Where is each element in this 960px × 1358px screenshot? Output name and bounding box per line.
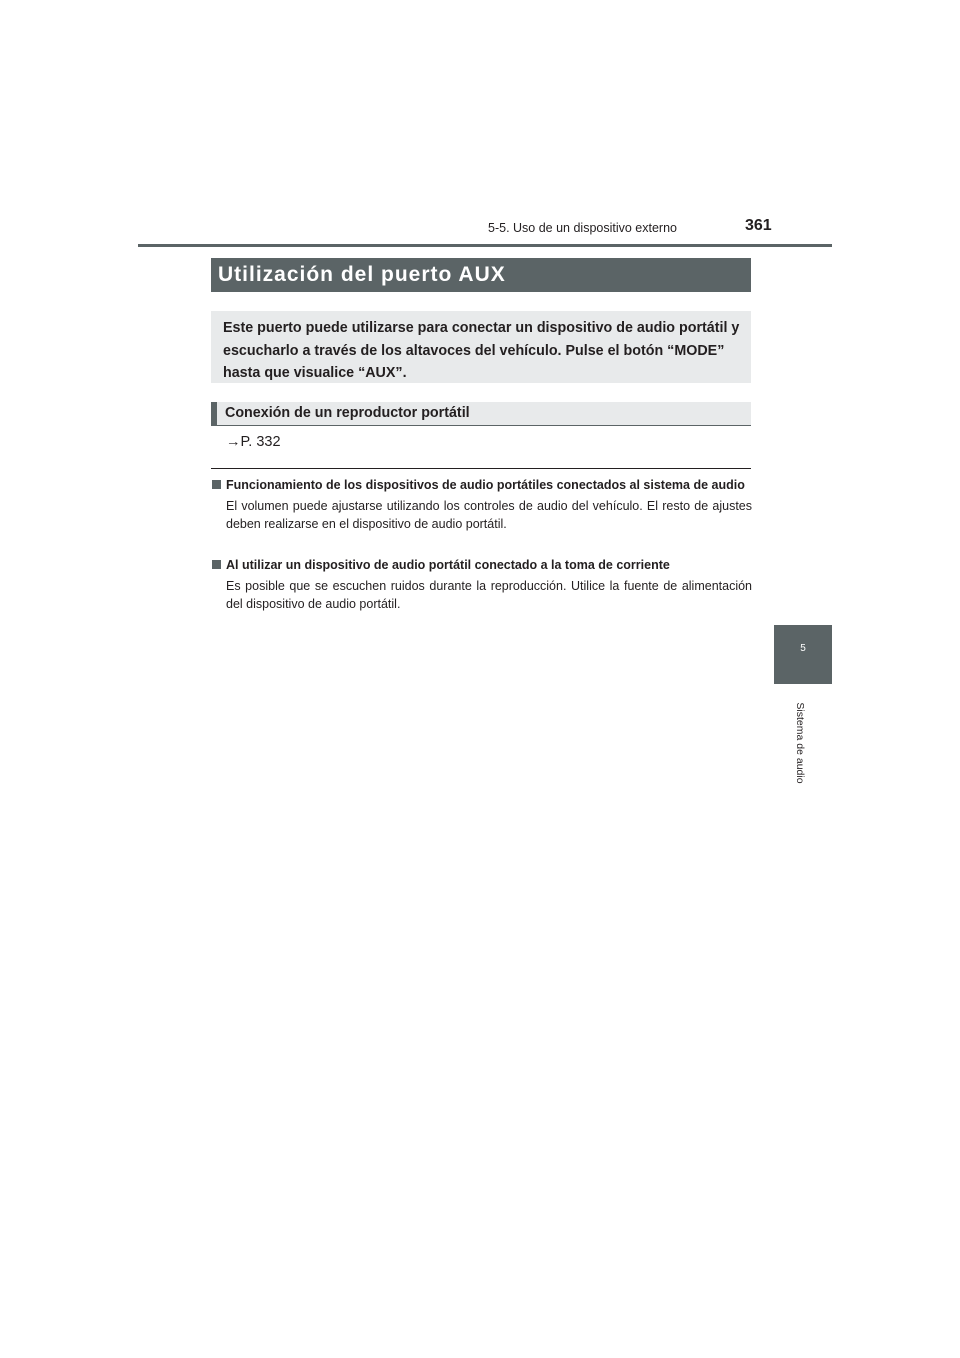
chapter-label: Sistema de audio	[794, 702, 806, 784]
subsection-title: Conexión de un reproductor portátil	[211, 402, 751, 426]
note-heading	[212, 556, 752, 575]
square-bullet-icon	[212, 560, 221, 569]
note-body: Es posible que se escuchen ruidos durante la reproducción. Utilice la fuente de alimentación del dispositivo de audio portátil.	[226, 578, 752, 611]
note-item	[212, 476, 752, 534]
header-section-title: 5-5. Uso de un dispositivo externo	[488, 221, 677, 235]
note-heading	[212, 476, 752, 495]
chapter-tab	[774, 625, 832, 684]
page-reference-link[interactable]: →P. 332	[226, 434, 281, 450]
intro-box: Este puerto puede utilizarse para conectar un dispositivo de audio portátil y escucharlo a través de los altavoces del vehículo. Pulse el botón “MODE” hasta que visualice “AUX”.	[211, 311, 751, 383]
note-heading-text: Funcionamiento de los dispositivos de audio portátiles conectados al sistema de audio	[226, 478, 745, 492]
note-item	[212, 556, 752, 614]
header-rule	[138, 244, 832, 247]
square-bullet-icon	[212, 480, 221, 489]
notes-divider	[211, 468, 751, 469]
note-body: El volumen puede ajustarse utilizando los controles de audio del vehículo. El resto de ajustes deben realizarse en el dispositivo de audio portátil.	[226, 498, 752, 531]
chapter-number: 5	[800, 643, 806, 654]
section-title: Utilización del puerto AUX	[211, 258, 751, 292]
page-number: 361	[745, 217, 772, 234]
note-heading-text: Al utilizar un dispositivo de audio portátil conectado a la toma de corriente	[226, 558, 670, 572]
